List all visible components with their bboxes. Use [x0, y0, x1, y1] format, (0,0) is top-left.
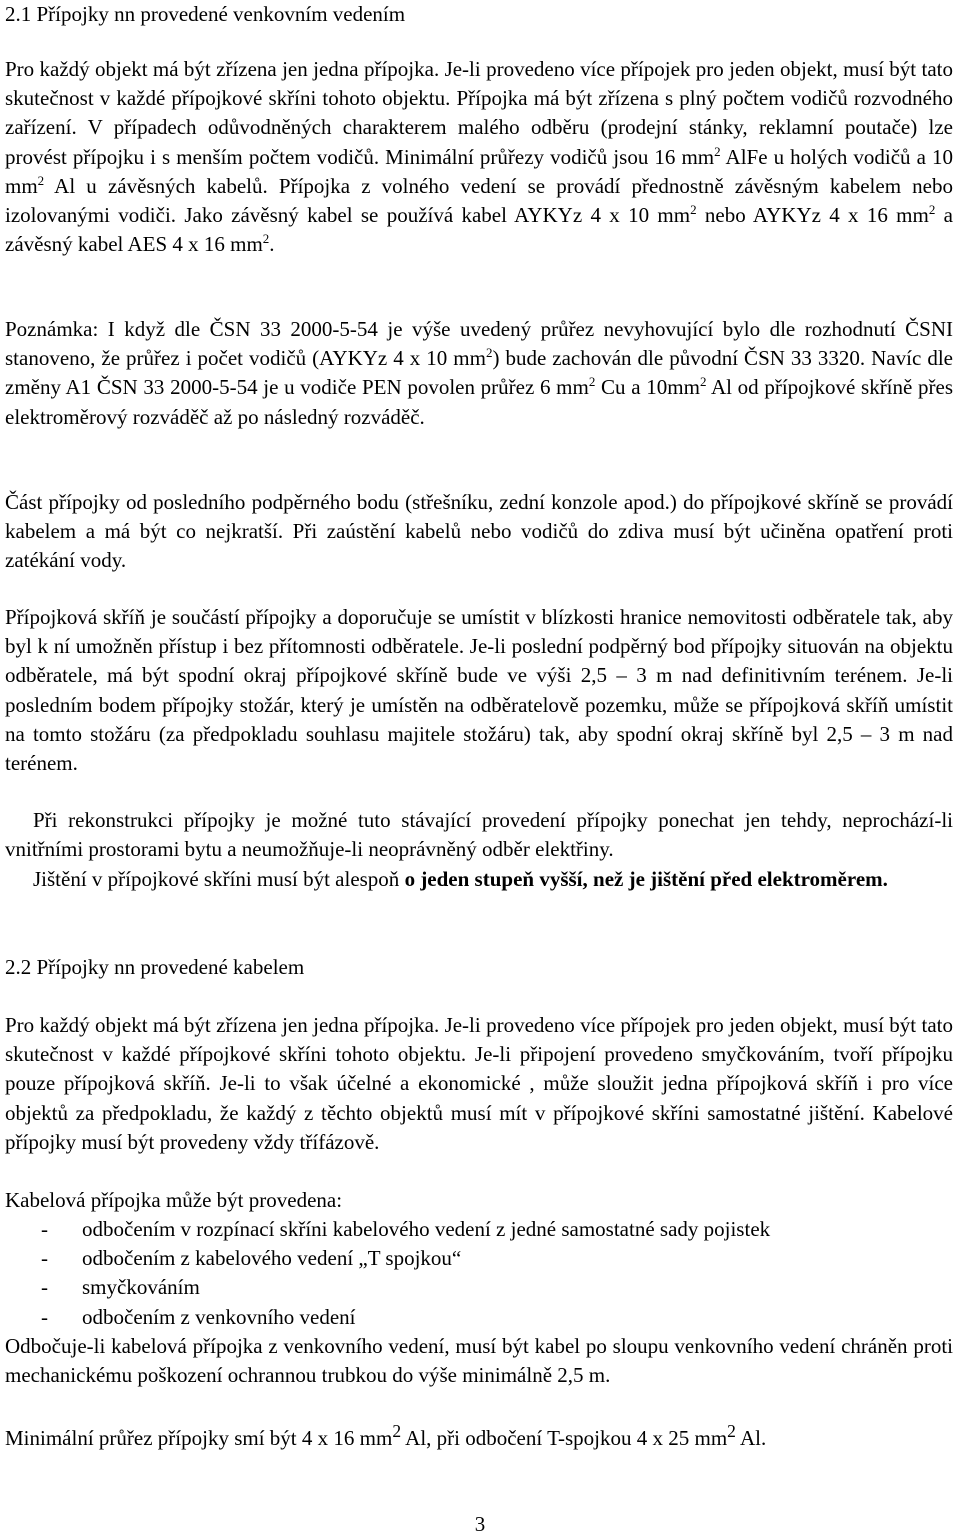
text-segment: Minimální průřez přípojky smí být 4 x 16 mm	[5, 1426, 393, 1450]
list-dash: -	[41, 1275, 48, 1300]
paragraph-fuse-protection	[5, 865, 953, 894]
superscript-2: 2	[262, 231, 270, 247]
paragraph-cable-connection: Pro každý objekt má být zřízena jen jedna přípojka. Je-li provedeno více přípojek pro jeden objekt, musí být tato skutečnost v každé přípojkové skříni tohoto objektu. Je-li připojení provedeno smyčkováním, tvoří přípojku pouze přípojková skříň. Je-li to však účelné a ekonomické , může sloužit jedna přípojková skříň i pro více objektů za předpokladu, že každý z těchto objektů musí mít v přípojkové skříni samostatné jištění. Kabelové přípojky musí být provedeny vždy třífázově.	[5, 1013, 953, 1154]
list-dash: -	[41, 1304, 48, 1329]
superscript-2: 2	[37, 172, 45, 188]
text-segment: Pro každý objekt má být zřízena jen jedna přípojka. Je-li provedeno více přípojek pro jeden objekt, musí být tato skutečnost v každé přípojkové skříni tohoto objektu. Přípojka má být zřízena s plný počtem vodičů rozvodného zařízení. V případech odůvodněných charakterem malého odběru (prodejní stánky, reklamní poutače) lze provést přípojku i s menším počtem vodičů. Minimální průřezy vodičů jsou 16 mm	[5, 57, 953, 169]
superscript-2: 2	[588, 374, 596, 390]
text-segment: Cu a 10mm	[595, 375, 700, 400]
paragraph-note	[5, 315, 953, 432]
superscript-2: 2	[928, 202, 936, 218]
text-segment: Al od přípojkové skříně přes elektroměrový rozváděč až po následný rozváděč.	[5, 375, 954, 429]
superscript-2: 2	[714, 143, 721, 159]
list-dash: -	[41, 1217, 48, 1241]
page-number: 3	[474, 1512, 486, 1536]
text-segment: Al.	[735, 1426, 767, 1450]
list-item-text: odbočením z kabelového vedení „T spojkou“	[82, 1246, 462, 1271]
superscript-2: 2	[727, 1421, 736, 1441]
paragraph-overhead-branch: Odbočuje-li kabelová přípojka z venkovního vedení, musí být kabel po sloupu venkovního vedení chráněn proti mechanickému poškození ochrannou trubkou do výše minimálně 2,5 m.	[5, 1334, 953, 1388]
list-intro: Kabelová přípojka může být provedena:	[5, 1188, 343, 1212]
list-item-text: odbočením z venkovního vedení	[82, 1304, 356, 1329]
paragraph-reconstruction: Při rekonstrukci přípojky je možné tuto stávající provedení přípojky ponechat jen tehdy, neprochází-li vnitřními prostorami bytu a neumožňuje-li neoprávněný odběr elektřiny.	[5, 808, 953, 862]
superscript-2: 2	[392, 1421, 402, 1441]
text-segment: Al, při odbočení T-spojkou 4 x 25 mm	[401, 1426, 728, 1450]
paragraph-connection-rules	[5, 55, 953, 259]
paragraph-connection-box: Přípojková skříň je součástí přípojky a doporučuje se umístit v blízkosti hranice nemovitosti odběratele tak, aby byl k ní umožněn přístup i bez přítomnosti odběratele. Je-li poslední podpěrný bod přípojky situován na objektu odběratele, má být spodní okraj přípojkové skříně bude ve výši 2,5 – 3 m nad definitivním terénem. Je-li posledním bodem přípojky stožár, který je umístěn na odběratelově pozemku, může se přípojková skříň umístit na tomto stožáru (za předpokladu souhlasu majitele stožáru) tak, aby spodní okraj skříně byl 2,5 – 3 m nad terénem.	[5, 605, 953, 776]
section-heading-2-2: 2.2 Přípojky nn provedené kabelem	[5, 955, 305, 979]
bold-text-segment: o jeden stupeň vyšší, než je jištění před elektroměrem.	[404, 867, 888, 891]
list-item-text: odbočením v rozpínací skříni kabelového vedení z jedné samostatné sady pojistek	[82, 1217, 771, 1241]
text-segment: a závěsný kabel AES 4 x 16 mm	[5, 203, 953, 257]
superscript-2: 2	[690, 202, 697, 218]
text-segment: Al u závěsných kabelů. Přípojka z volného vedení se provádí přednostně závěsným kabelem nebo izolovanými vodiči. Jako závěsný kabel se používá kabel AYKYz 4 x 10 mm	[5, 173, 953, 228]
text-segment: nebo AYKYz 4 x 16 mm	[696, 203, 929, 228]
text-segment: Jištění v přípojkové skříni musí být alespoň	[33, 867, 405, 891]
superscript-2: 2	[485, 345, 493, 361]
list-dash: -	[41, 1246, 48, 1271]
text-segment: AlFe u holých vodičů a 10 mm	[5, 144, 953, 198]
paragraph-last-support-point: Část přípojky od posledního podpěrného bodu (střešníku, zední konzole apod.) do přípojkové skříně se provádí kabelem a má být co nejkratší. Při zaústění kabelů nebo vodičů do zdiva musí být učiněna opatření proti zatékání vody.	[5, 490, 953, 573]
text-segment: Poznámka: I když dle ČSN 33 2000-5-54 je výše uvedený průřez nevyhovující bylo dle rozhodnutí ČSNI stanoveno, že průřez i počet vodičů (AYKYz 4 x 10 mm	[5, 317, 953, 371]
text-segment: .	[269, 232, 275, 257]
section-heading-2-1: 2.1 Přípojky nn provedené venkovním vedením	[5, 2, 406, 26]
list-item-text: smyčkováním	[82, 1275, 200, 1300]
text-segment: ) bude zachován dle původní ČSN 33 3320. Navíc dle změny A1 ČSN 33 2000-5-54 je u vodiče PEN povolen průřez 6 mm	[5, 346, 953, 400]
superscript-2: 2	[699, 374, 707, 390]
paragraph-minimum-cross-section	[5, 1417, 953, 1453]
